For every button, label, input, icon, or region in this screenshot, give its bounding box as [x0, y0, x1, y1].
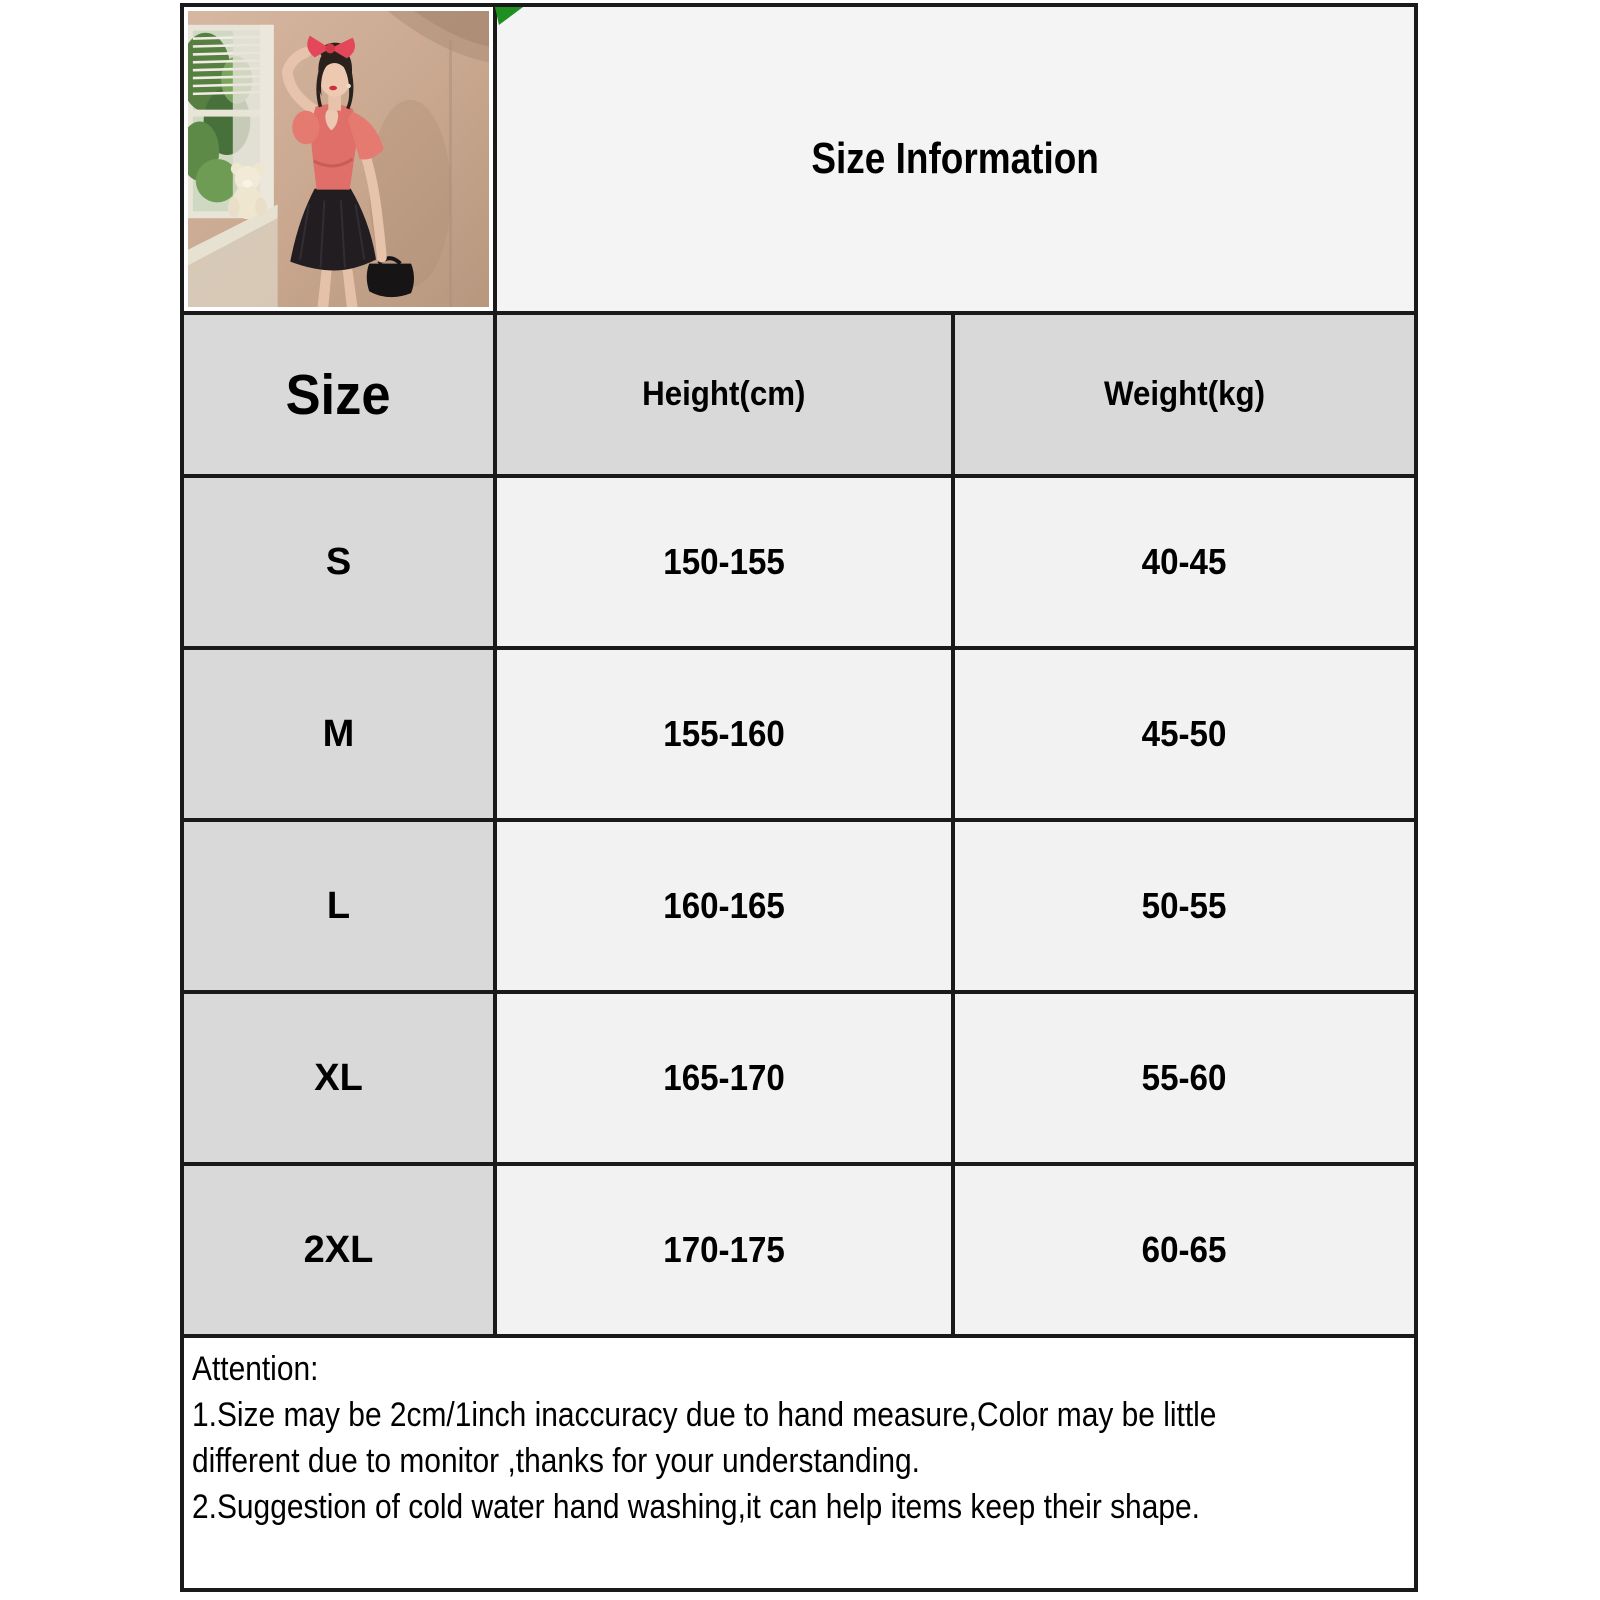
- title-cell: [497, 7, 1414, 315]
- row-4-weight-value: 60-65: [955, 1166, 1414, 1338]
- attention-note-line: different due to monitor ,thanks for your understanding.: [192, 1442, 920, 1480]
- row-0-size-label: S: [184, 478, 497, 650]
- row-1-weight-value: 45-50: [955, 650, 1414, 822]
- row-4-size-label: 2XL: [184, 1166, 497, 1338]
- row-0-weight-value: 40-45: [955, 478, 1414, 650]
- row-0-height-value: 150-155: [497, 478, 955, 650]
- product-photo-cell: [184, 7, 497, 315]
- row-2-height-value: 160-165: [497, 822, 955, 994]
- size-chart-table: [180, 3, 1418, 1592]
- column-header-size: Size: [184, 315, 497, 478]
- row-3-size-label: XL: [184, 994, 497, 1166]
- handbag: [367, 264, 414, 298]
- column-header-weight: Weight(kg): [955, 315, 1414, 478]
- row-1-size-label: M: [184, 650, 497, 822]
- row-1-height-value: 155-160: [497, 650, 955, 822]
- attention-note-line: 1.Size may be 2cm/1inch inaccuracy due to hand measure,Color may be little: [192, 1396, 1217, 1434]
- row-2-weight-value: 50-55: [955, 822, 1414, 994]
- row-3-weight-value: 55-60: [955, 994, 1414, 1166]
- row-4-height-value: 170-175: [497, 1166, 955, 1338]
- column-header-height: Height(cm): [497, 315, 955, 478]
- attention-note-line: 2.Suggestion of cold water hand washing,it can help items keep their shape.: [192, 1488, 1200, 1526]
- row-2-size-label: L: [184, 822, 497, 994]
- product-photo-illustration: [188, 11, 489, 307]
- attention-section: [184, 1338, 1414, 1588]
- attention-heading: Attention:: [192, 1350, 319, 1388]
- row-3-height-value: 165-170: [497, 994, 955, 1166]
- page-title: Size Information: [811, 134, 1100, 183]
